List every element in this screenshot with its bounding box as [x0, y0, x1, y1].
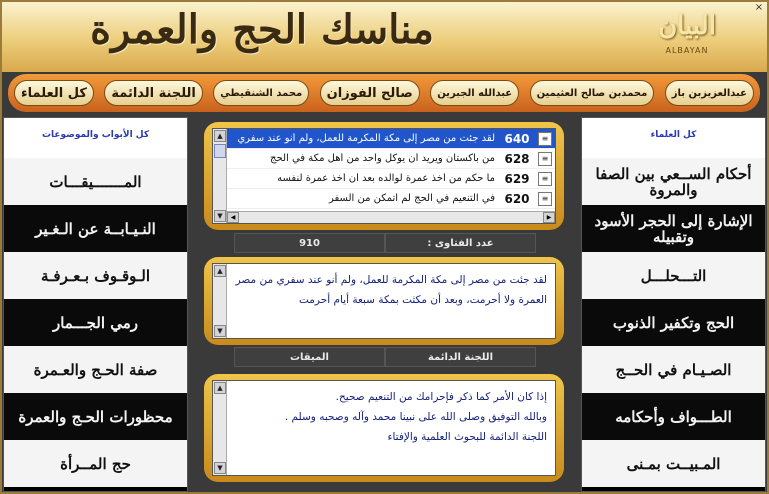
answer-scrollbar[interactable]: [213, 381, 227, 475]
topic-item-women[interactable]: حج المــرأة: [4, 440, 187, 487]
scroll-left-icon[interactable]: ◀: [227, 212, 239, 223]
topic-item-tawaf[interactable]: الطـــواف وأحكامه: [582, 393, 765, 440]
topic-item-black-stone[interactable]: الإشارة إلى الحجر الأسود وتقبيله: [582, 205, 765, 252]
fatwa-number: 628: [504, 151, 530, 166]
scroll-down-icon[interactable]: ▼: [214, 325, 226, 337]
source-bar: [234, 347, 536, 367]
fatwa-number: 629: [504, 171, 530, 186]
scroll-up-icon[interactable]: ▲: [214, 265, 226, 277]
fatwa-list-box: [212, 128, 556, 224]
answer-line: اللجنة الدائمة للبحوث العلمية والإفتاء: [387, 431, 547, 443]
scholar-button-shinqiti[interactable]: محمد الشنقيطي: [213, 80, 309, 106]
fatwa-number: 640: [504, 131, 530, 146]
scroll-down-icon[interactable]: ▼: [214, 210, 226, 222]
close-icon[interactable]: ×: [754, 2, 764, 13]
fatwa-number: 620: [504, 191, 530, 206]
fatwa-title: من باكستان ويريد أن يوكل واحد من أهل مكة في الحج: [270, 153, 495, 164]
document-icon: ≡: [538, 192, 552, 206]
question-scrollbar[interactable]: [213, 264, 227, 338]
topic-item-description[interactable]: صفة الحـج والعـمرة: [4, 346, 187, 393]
left-panel-header[interactable]: كل الأبواب والموضوعات: [4, 118, 187, 158]
question-text: لقد جئت من مصر إلى مكة المكرمة للعمل، ولم أنو عند سفري من مصر العمرة ولا أحرمت، وبعد أن مكثت بمكة سبعة أيام أحرمت: [235, 274, 547, 306]
fatwa-title: لقد جئت من مصر إلى مكة المكرمة للعمل، ولم أنو عند سفري: [237, 133, 495, 144]
list-scrollbar[interactable]: [213, 129, 227, 223]
topic-item-proxy[interactable]: النـيـابــة عن الـغـير: [4, 205, 187, 252]
logo-arabic: البيان: [658, 11, 716, 41]
scroll-down-icon[interactable]: ▼: [214, 462, 226, 474]
topic-label: الميقات: [234, 347, 385, 367]
topic-item-sai[interactable]: أحكام الســعي بين الصفا والمروة: [582, 158, 765, 205]
document-icon: ≡: [538, 172, 552, 186]
answer-line: إذا كان الأمر كما ذكر فإحرامك من التنعيم صحيح.: [335, 391, 547, 403]
topic-item-prohibitions[interactable]: محظورات الحـج والعمرة: [4, 393, 187, 440]
scholar-button-all[interactable]: كل العلماء: [14, 80, 94, 106]
albayan-logo: [627, 6, 747, 66]
question-frame: [204, 257, 564, 345]
answer-box: [212, 380, 556, 476]
topics-panel-right: [581, 117, 766, 492]
source-label: اللجنة الدائمة: [385, 347, 536, 367]
topic-item-tahallul[interactable]: التـــحلـــل: [582, 252, 765, 299]
scholar-button-jibreen[interactable]: عبدالله الجبرين: [430, 80, 519, 106]
topic-item-arafah[interactable]: الـوقـوف بـعـرفـة: [4, 252, 187, 299]
topic-item-mina[interactable]: المـبيــت بمـنى: [582, 440, 765, 487]
fatwa-count-value: 910: [234, 233, 385, 253]
topic-item-expiation[interactable]: الحج وتكفير الذنوب: [582, 299, 765, 346]
fatwa-count-label: عدد الفتاوى :: [385, 233, 536, 253]
scholars-bar: [8, 74, 760, 112]
scroll-right-icon[interactable]: ▶: [543, 212, 555, 223]
answer-text: [227, 381, 555, 475]
list-horizontal-scrollbar[interactable]: [227, 211, 555, 223]
right-panel-header[interactable]: كل العلماء: [582, 118, 765, 158]
topic-item-stoning[interactable]: رمي الجـــمار: [4, 299, 187, 346]
document-icon: ≡: [538, 152, 552, 166]
fatwa-row[interactable]: [227, 169, 555, 189]
scholar-button-permanent-committee[interactable]: اللجنة الدائمة: [104, 80, 203, 106]
answer-frame: [204, 374, 564, 482]
scholar-button-fawzan[interactable]: صالح الفوزان: [320, 80, 420, 106]
logo-english: ALBAYAN: [665, 46, 709, 55]
document-icon: ≡: [538, 132, 552, 146]
app-title: مناسك الحج والعمرة: [90, 6, 434, 53]
scroll-up-icon[interactable]: ▲: [214, 382, 226, 394]
scholar-button-bin-baz[interactable]: عبدالعزيزبن باز: [665, 80, 754, 106]
fatwa-list: [227, 129, 555, 211]
fatwa-row[interactable]: [227, 189, 555, 209]
fatwa-count-bar: [234, 233, 536, 253]
fatwa-row[interactable]: [227, 149, 555, 169]
fatwa-title: ما حكم من أخذ عمرة لوالده بعد أن أخذ عمرة لنفسه: [277, 173, 495, 184]
fatwa-list-frame: [204, 122, 564, 230]
topic-item-miqat[interactable]: المـــــــيقـــات: [4, 158, 187, 205]
header: [2, 2, 767, 72]
fatwa-row[interactable]: [227, 129, 555, 149]
topics-panel-left: [3, 117, 188, 492]
topic-item-fasting[interactable]: الصـيـام في الحــج: [582, 346, 765, 393]
question-box: [212, 263, 556, 339]
answer-line: وبالله التوفيق وصلى الله على نبينا محمد وآله وصحبه وسلم .: [284, 411, 547, 423]
scroll-thumb[interactable]: [214, 144, 226, 158]
fatwa-title: في التنعيم في الحج لم أتمكن من السفر: [328, 193, 495, 204]
scroll-up-icon[interactable]: ▲: [214, 130, 226, 142]
scholar-button-uthaymeen[interactable]: محمدبن صالح العثيمين: [530, 80, 655, 106]
